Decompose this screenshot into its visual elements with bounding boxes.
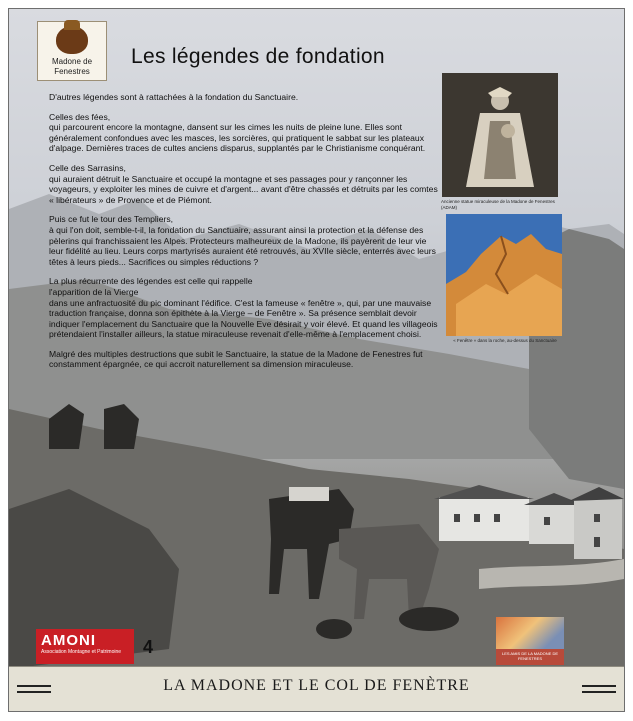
paragraph-apparition: La plus récurrente des légendes est celle qui rappelle l'apparition de la Vierge dans une anfractuosité du pic dominant l'édifice. C'est la fameuse « fenêtre », qui, par une mauvaise traduction française, donna son épithète à la Vierge – de Fenêtre ». Sa présence semblait devoir indiquer l'emplacement du Sanctuaire que la Nouvelle Eve désirait y voir élevé. Et quand les villageois prétendaient l'installer ailleurs, la statue miraculeuse revenait d'elle-même à l'emplacement choisi. [49,276,438,340]
paragraph-miracle: Malgré des multiples destructions que subit le Sanctuaire, la statue de la Madone de Fenestres fut constamment épargnée, ce qui accroit naturellement sa dimension miraculeuse. [49,348,423,370]
rock-window-photo [446,214,562,336]
photo1-caption: Ancienne statue miraculeuse de la Madone de Fenestres (ADAM) [441,199,555,210]
footer-rule-right [582,685,616,693]
madone-logo [37,21,107,81]
legend-text [49,92,441,379]
madonna-statue-photo [442,73,558,197]
photo2-caption: « Fenêtre » dans la roche, au-dessus du Sanctuaire [453,338,557,343]
logo-caption: Madone de Fenestres [51,57,93,76]
paragraph-fairies: Celles des fées, qui parcourent encore la montagne, dansent sur les cimes les nuits de pleine lune. Elles sont généralement confondues avec les masces, les sorcières, qui pratiquent le sabbat sur les plateaux d'alpage. Dernières traces de cultes anciens disparus, supplantés par le Christianisme conquérant. [49,111,426,154]
madonna-statue-image [460,87,540,191]
amis-logo-artwork [496,617,564,649]
amoni-association: Association Montagne et Patrimoine [41,649,122,655]
information-panel [8,8,625,712]
amoni-brand: AMONI [41,632,96,649]
footer-title: LA MADONE ET LE COL DE FENÈTRE [163,677,470,694]
panel-number: 4 [143,637,154,657]
orange-peak-image [446,214,562,336]
paragraph-saracens: Celle des Sarrasins, qui auraient détruit le Sanctuaire et occupé la montagne et ses passages pour y rançonner les voyageurs, y exploiter les mines de cuivre et d'argent... avant d'être chassés et détruits par les comtes « libérateurs » de Provence et de Piémont. [49,162,438,205]
amis-madone-logo [496,617,564,665]
footer-band [9,666,624,711]
madonna-emblem-icon [56,26,88,54]
amoni-logo [36,629,134,664]
panel-title: Les légendes de fondation [131,45,385,68]
paragraph-intro: D'autres légendes sont à rattachées à la fondation du Sanctuaire. [49,92,299,102]
amis-logo-label: LES AMIS DE LA MADONE DE FENESTRES [501,651,559,661]
paragraph-templars: Puis ce fut le tour des Templiers, à qui l'on doit, semble-t-il, la fondation du Sanctuaire, assurant ainsi la protection et la défense des pèlerins qui franchissaient les Alpes. Protecteurs malheureux de la Madone, ils payèrent de leur vie leur fidélité au lieu. Leurs corps martyrisés auraient été retrouvés, au XVIIe siècle, enterrés avec leurs têtes à leurs pieds... Sacrifices ou simples réductions ? [49,214,436,267]
